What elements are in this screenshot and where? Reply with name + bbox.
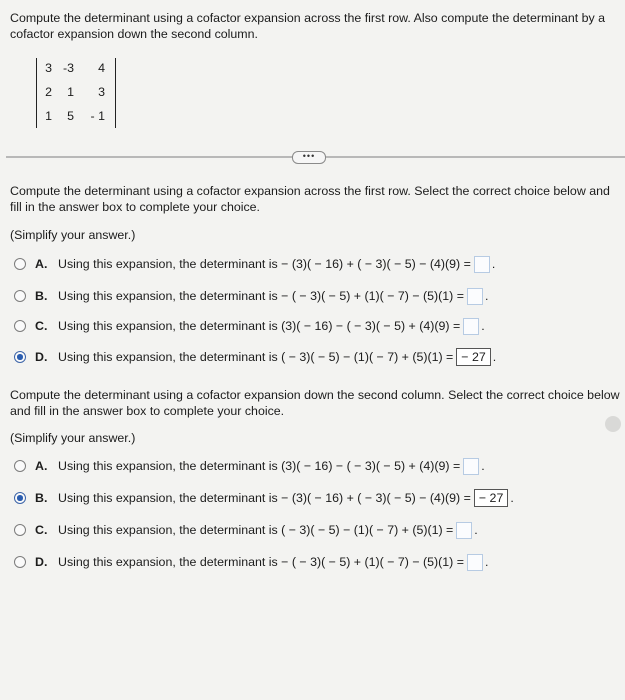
option-text: Using this expansion, the determinant is − ( − 3)( − 5) + (1)( − 7) − (5)(1) = [58, 289, 464, 303]
prompt-line: Compute the determinant using a cofactor expansion across the first row. Select the correct choice below and [10, 184, 610, 198]
matrix [36, 56, 116, 132]
radio-button[interactable] [14, 460, 26, 472]
radio-button[interactable] [14, 524, 26, 536]
radio-button[interactable] [14, 258, 26, 270]
matrix-cell: - 1 [90, 109, 105, 123]
part2-option-d[interactable]: D. Using this expansion, the determinant is − ( − 3)( − 5) + (1)( − 7) − (5)(1) = . [14, 552, 625, 572]
matrix-cell: 2 [45, 85, 52, 99]
part1-simplify-note: (Simplify your answer.) [10, 228, 136, 242]
matrix-cell: 4 [98, 61, 105, 75]
option-letter: D. [35, 555, 48, 569]
answer-box[interactable] [463, 318, 479, 335]
instruction-line: cofactor expansion down the second column. [10, 27, 258, 41]
option-letter: B. [35, 289, 48, 303]
question-instructions [10, 10, 621, 42]
part1-option-a[interactable]: A. Using this expansion, the determinant is − (3)( − 16) + ( − 3)( − 5) − (4)(9) = . [14, 254, 625, 274]
option-text: Using this expansion, the determinant is (3)( − 16) − ( − 3)( − 5) + (4)(9) = [58, 319, 461, 333]
option-letter: A. [35, 459, 48, 473]
answer-value[interactable]: − 27 [456, 348, 490, 366]
answer-box[interactable] [467, 288, 483, 305]
option-letter: C. [35, 319, 48, 333]
answer-box[interactable] [456, 522, 472, 539]
matrix-right-bar [115, 58, 116, 128]
part2-option-b[interactable]: B. Using this expansion, the determinant is − (3)( − 16) + ( − 3)( − 5) − (4)(9) = − 27 . [14, 488, 625, 508]
prompt-line: Compute the determinant using a cofactor expansion down the second column. Select the correct choice below [10, 388, 620, 402]
prompt-line: fill in the answer box to complete your choice. [10, 200, 261, 214]
part2-simplify-note: (Simplify your answer.) [10, 431, 136, 445]
radio-button-selected[interactable] [14, 492, 26, 504]
matrix-cell: 1 [45, 109, 52, 123]
option-text: Using this expansion, the determinant is − (3)( − 16) + ( − 3)( − 5) − (4)(9) = [58, 257, 471, 271]
more-button[interactable]: ••• [292, 151, 326, 164]
prompt-line: and fill in the answer box to complete your choice. [10, 404, 285, 418]
part1-option-b[interactable]: B. Using this expansion, the determinant is − ( − 3)( − 5) + (1)( − 7) − (5)(1) = . [14, 286, 625, 306]
part2-option-c[interactable]: C. Using this expansion, the determinant is ( − 3)( − 5) − (1)( − 7) + (5)(1) = . [14, 520, 625, 540]
matrix-cell: 5 [67, 109, 74, 123]
part2-option-a[interactable]: A. Using this expansion, the determinant is (3)( − 16) − ( − 3)( − 5) + (4)(9) = . [14, 456, 625, 476]
radio-button[interactable] [14, 290, 26, 302]
part1-option-c[interactable]: C. Using this expansion, the determinant is (3)( − 16) − ( − 3)( − 5) + (4)(9) = . [14, 316, 625, 336]
answer-box[interactable] [467, 554, 483, 571]
option-letter: A. [35, 257, 48, 271]
instruction-line: Compute the determinant using a cofactor expansion across the first row. Also compute the determinant by a [10, 11, 606, 25]
option-text: Using this expansion, the determinant is (3)( − 16) − ( − 3)( − 5) + (4)(9) = [58, 459, 461, 473]
part1-prompt [10, 183, 621, 215]
matrix-cell: 3 [45, 61, 52, 75]
part2-prompt [10, 387, 621, 419]
radio-button[interactable] [14, 556, 26, 568]
matrix-cell: 3 [98, 85, 105, 99]
option-text: Using this expansion, the determinant is ( − 3)( − 5) − (1)( − 7) + (5)(1) = [58, 523, 454, 537]
part1-option-d[interactable]: D. Using this expansion, the determinant is ( − 3)( − 5) − (1)( − 7) + (5)(1) = − 27 . [14, 347, 625, 367]
matrix-cell: 1 [67, 85, 74, 99]
radio-button-selected[interactable] [14, 351, 26, 363]
option-letter: C. [35, 523, 48, 537]
option-letter: B. [35, 491, 48, 505]
answer-box[interactable] [463, 458, 479, 475]
option-letter: D. [35, 350, 48, 364]
option-text: Using this expansion, the determinant is − ( − 3)( − 5) + (1)( − 7) − (5)(1) = [58, 555, 464, 569]
option-text: Using this expansion, the determinant is − (3)( − 16) + ( − 3)( − 5) − (4)(9) = [58, 491, 471, 505]
radio-button[interactable] [14, 320, 26, 332]
answer-value[interactable]: − 27 [474, 489, 508, 507]
option-text: Using this expansion, the determinant is ( − 3)( − 5) − (1)( − 7) + (5)(1) = [58, 350, 454, 364]
matrix-cell: -3 [62, 61, 74, 75]
answer-box[interactable] [474, 256, 490, 273]
